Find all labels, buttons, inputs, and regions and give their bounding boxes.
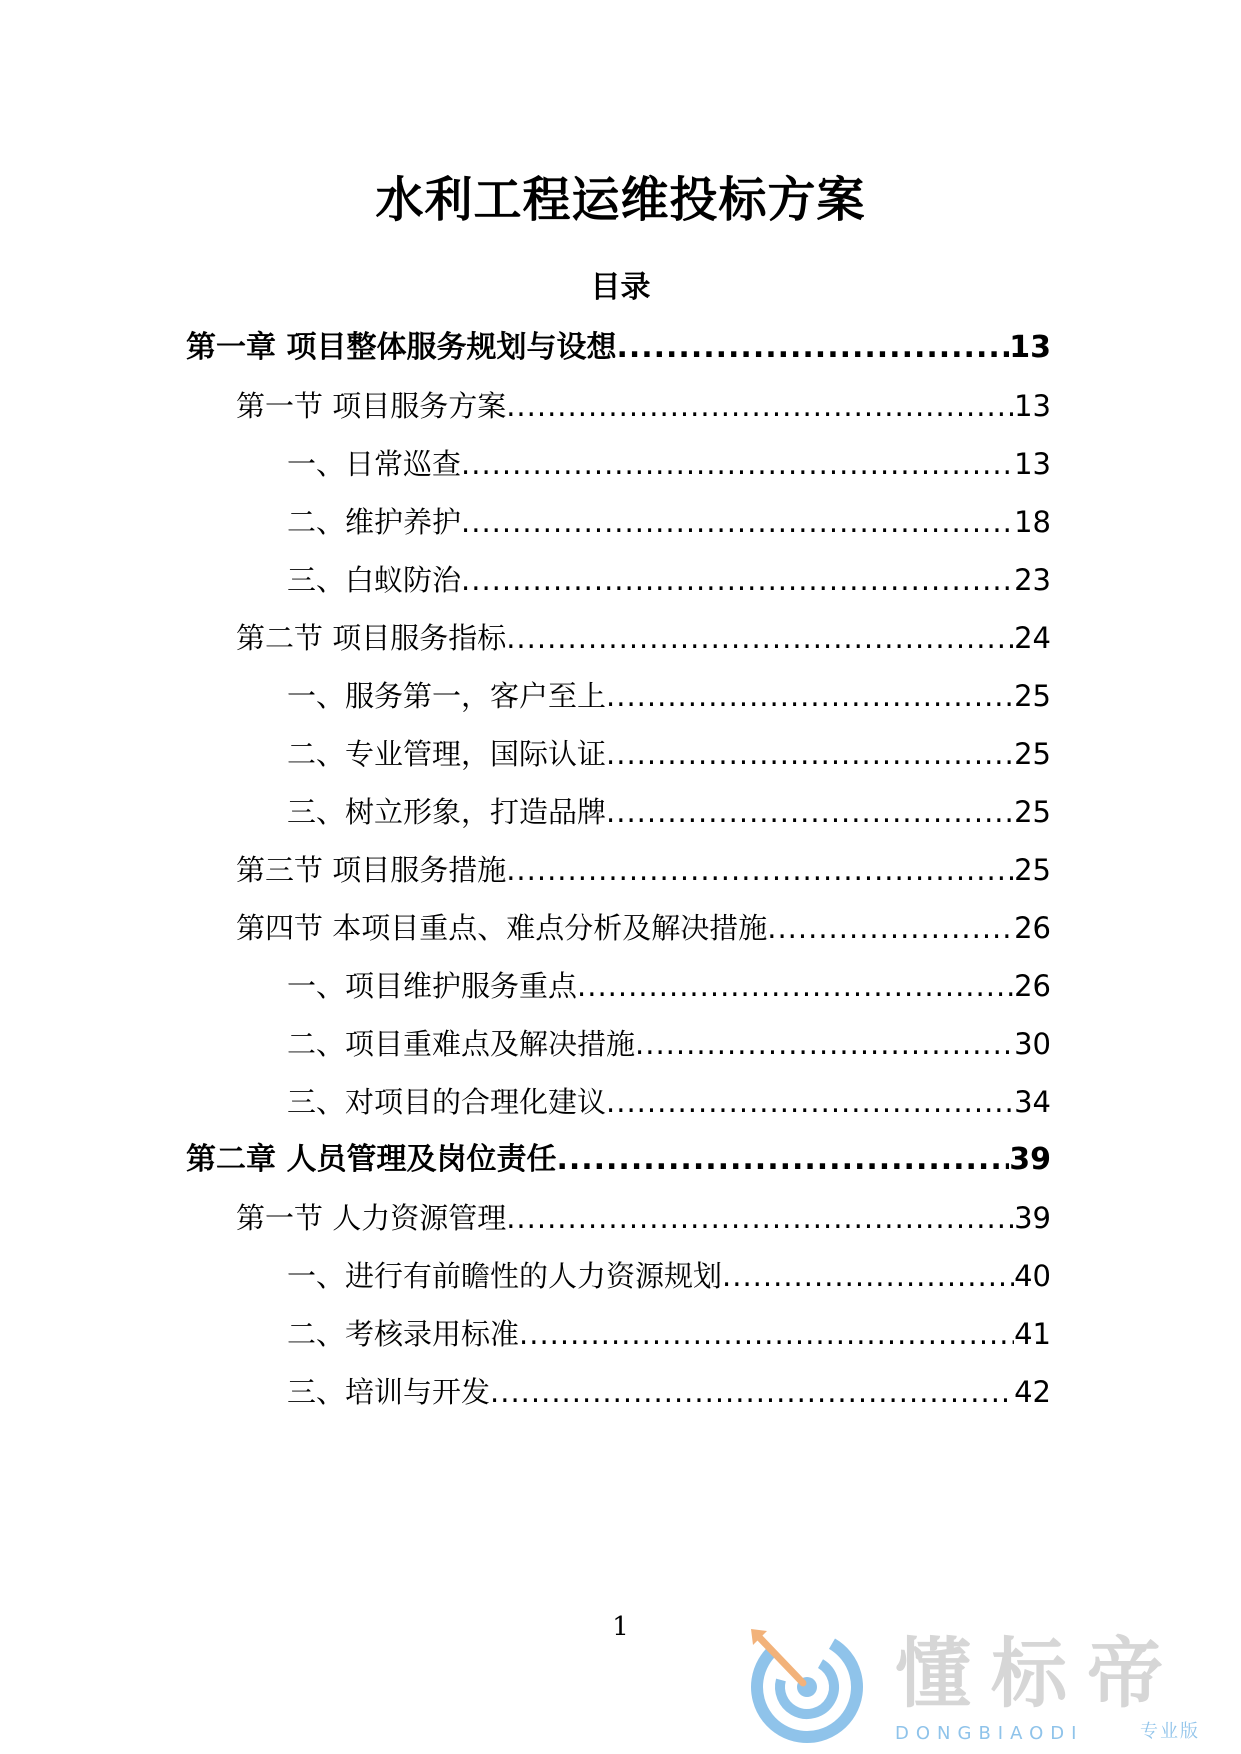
toc-entry-page: 39 (1014, 1201, 1051, 1235)
toc-entry-label: 二、维护养护 (287, 505, 462, 539)
toc-entry[interactable] (287, 964, 1051, 1008)
toc-entry-label: 二、项目重难点及解决措施 (287, 1027, 636, 1061)
toc-entry-page: 30 (1014, 1027, 1051, 1061)
watermark (745, 1625, 1215, 1750)
toc-entry-label: 二、专业管理，国际认证 (287, 737, 607, 771)
toc-entry[interactable] (186, 326, 1051, 370)
toc-entry-page: 13 (1014, 389, 1051, 423)
toc-entry[interactable] (287, 558, 1051, 602)
toc-dot-leader (506, 616, 1014, 660)
toc-dot-leader (506, 848, 1014, 892)
toc-dot-leader (635, 1022, 1014, 1066)
toc-entry-page: 40 (1014, 1259, 1051, 1293)
toc-entry[interactable] (287, 790, 1051, 834)
toc-dot-leader (722, 1254, 1014, 1298)
toc-entry-label: 三、白蚁防治 (287, 563, 462, 597)
toc-dot-leader (461, 442, 1014, 486)
toc-dot-leader (606, 732, 1014, 776)
toc-dot-leader (461, 558, 1014, 602)
document-title: 水利工程运维投标方案 (375, 172, 866, 228)
toc-entry-label: 第一节 人力资源管理 (236, 1201, 507, 1235)
toc-entry-page: 34 (1014, 1085, 1051, 1119)
toc-dot-leader (616, 326, 1009, 370)
target-arrow-icon (745, 1625, 865, 1745)
toc-entry-label: 第一节 项目服务方案 (236, 389, 507, 423)
toc-entry-page: 42 (1014, 1375, 1051, 1409)
toc-entry[interactable] (287, 442, 1051, 486)
toc-entry-page: 26 (1014, 969, 1051, 1003)
toc-dot-leader (506, 384, 1014, 428)
toc-entry-label: 一、项目维护服务重点 (287, 969, 578, 1003)
toc-dot-leader (519, 1312, 1014, 1356)
toc-entry[interactable] (287, 1080, 1051, 1124)
toc-entry-label: 第三节 项目服务措施 (236, 853, 507, 887)
toc-entry-page: 23 (1014, 563, 1051, 597)
toc-entry-label: 二、考核录用标准 (287, 1317, 520, 1351)
toc-entry-page: 24 (1014, 621, 1051, 655)
toc-entry[interactable] (186, 1138, 1051, 1182)
toc-entry-label: 三、树立形象，打造品牌 (287, 795, 607, 829)
toc-entry[interactable] (287, 1370, 1051, 1414)
toc-entry[interactable] (287, 1312, 1051, 1356)
toc-entry-page: 13 (1014, 447, 1051, 481)
watermark-brand: 懂标帝 (895, 1629, 1183, 1718)
toc-entry-page: 41 (1014, 1317, 1051, 1351)
toc-entry-label: 一、进行有前瞻性的人力资源规划 (287, 1259, 723, 1293)
toc-entry[interactable] (236, 384, 1051, 428)
toc-entry-label: 第二节 项目服务指标 (236, 621, 507, 655)
toc-heading: 目录 (590, 270, 651, 305)
toc-entry[interactable] (287, 500, 1051, 544)
toc-entry[interactable] (287, 1022, 1051, 1066)
toc-entry-page: 13 (1009, 330, 1051, 365)
toc-entry[interactable] (287, 674, 1051, 718)
toc-entry-label: 第二章 人员管理及岗位责任 (186, 1142, 557, 1177)
toc-entry-label: 一、服务第一，客户至上 (287, 679, 607, 713)
toc-entry[interactable] (236, 906, 1051, 950)
toc-entry-page: 26 (1014, 911, 1051, 945)
toc-dot-leader (490, 1370, 1014, 1414)
toc-entry-page: 25 (1014, 679, 1051, 713)
toc-entry-label: 第四节 本项目重点、难点分析及解决措施 (236, 911, 768, 945)
toc-dot-leader (606, 1080, 1014, 1124)
watermark-edition: 专业版 (1140, 1721, 1200, 1742)
toc-entry-page: 25 (1014, 737, 1051, 771)
toc-entry-page: 25 (1014, 853, 1051, 887)
page-number: 1 (612, 1612, 629, 1642)
toc-entry-label: 三、对项目的合理化建议 (287, 1085, 607, 1119)
toc-entry-label: 第一章 项目整体服务规划与设想 (186, 330, 617, 365)
toc-entry-page: 18 (1014, 505, 1051, 539)
toc-dot-leader (606, 674, 1014, 718)
toc-entry[interactable] (236, 848, 1051, 892)
toc-dot-leader (556, 1138, 1009, 1182)
watermark-brand-en: DONGBIAODI (895, 1723, 1084, 1744)
toc-entry-page: 39 (1009, 1142, 1051, 1177)
toc-entry[interactable] (287, 1254, 1051, 1298)
toc-dot-leader (506, 1196, 1014, 1240)
toc-entry-page: 25 (1014, 795, 1051, 829)
toc-dot-leader (577, 964, 1014, 1008)
toc-dot-leader (767, 906, 1014, 950)
toc-entry[interactable] (236, 1196, 1051, 1240)
toc-entry[interactable] (287, 732, 1051, 776)
toc-dot-leader (606, 790, 1014, 834)
toc-entry-label: 三、培训与开发 (287, 1375, 491, 1409)
toc-entry[interactable] (236, 616, 1051, 660)
toc-dot-leader (461, 500, 1014, 544)
toc-entry-label: 一、日常巡查 (287, 447, 462, 481)
